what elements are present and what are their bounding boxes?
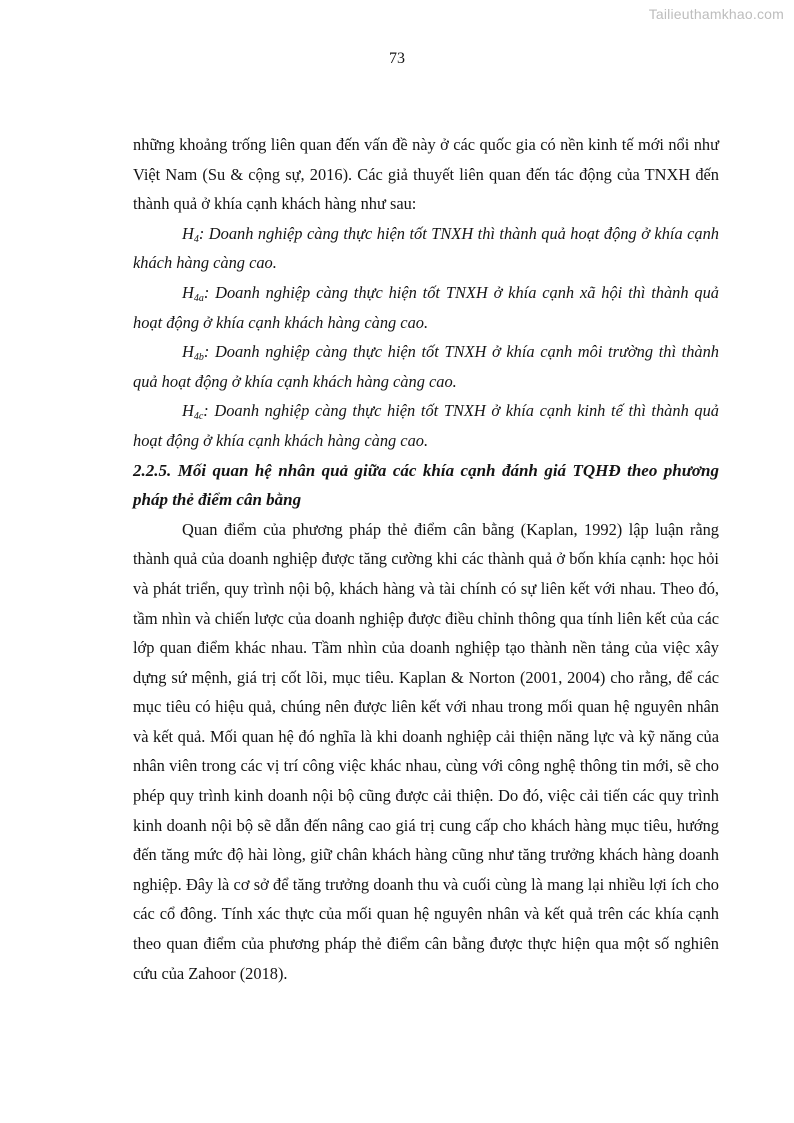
- hypothesis-subscript: 4b: [193, 352, 204, 364]
- hypothesis-text: : Doanh nghiệp càng thực hiện tốt TNXH ở khía cạnh kinh tế thì thành quả hoạt động ở khía cạnh khách hàng càng cao.: [133, 401, 719, 450]
- page-number: 73: [389, 50, 405, 67]
- hypothesis-text: : Doanh nghiệp càng thực hiện tốt TNXH ở khía cạnh xã hội thì thành quả hoạt động ở khía cạnh khách hàng càng cao.: [133, 282, 719, 332]
- hypothesis-h4: [133, 219, 719, 278]
- hypothesis-subscript: 4a: [193, 292, 204, 304]
- hypothesis-h4b: [133, 337, 719, 396]
- hypothesis-text: : Doanh nghiệp càng thực hiện tốt TNXH thì thành quả hoạt động ở khía cạnh khách hàng càng cao.: [133, 223, 719, 273]
- hypothesis-subscript: 4: [193, 233, 199, 245]
- hypothesis-label: H: [182, 282, 194, 302]
- body-paragraph: Quan điểm của phương pháp thẻ điểm cân bằng (Kaplan, 1992) lập luận rằng thành quả của doanh nghiệp được tăng cường khi các thành quả ở bốn khía cạnh: học hỏi và phát triển, quy trình nội bộ, khách hàng và tài chính có sự liên kết với nhau. Theo đó, tầm nhìn và chiến lược của doanh nghiệp được điều chỉnh thông qua tính liên kết của các lớp quan điểm khác nhau. Tầm nhìn của doanh nghiệp tạo thành nền tảng của việc xây dựng sứ mệnh, giá trị cốt lõi, mục tiêu. Kaplan & Norton (2001, 2004) cho rằng, để các mục tiêu có hiệu quả, chúng nên được liên kết với nhau trong mối quan hệ nguyên nhân và kết quả. Mối quan hệ đó nghĩa là khi doanh nghiệp cải thiện năng lực và kỹ năng của nhân viên trong các vị trí công việc khác nhau, cùng với công nghệ thông tin mới, sẽ cho phép quy trình kinh doanh nội bộ cũng được cải thiện. Do đó, việc cải tiến các quy trình kinh doanh nội bộ sẽ dẫn đến nâng cao giá trị cung cấp cho khách hàng mục tiêu, hướng đến tăng mức độ hài lòng, giữ chân khách hàng cũng như tăng trưởng khách hàng doanh nghiệp. Đây là cơ sở để tăng trưởng doanh thu và cuối cùng là mang lại nhiều lợi ích cho các cổ đông. Tính xác thực của mối quan hệ nguyên nhân và kết quả trên các khía cạnh theo quan điểm của phương pháp thẻ điểm cân bằng được thực hiện qua một số nghiên cứu của Zahoor (2018).: [133, 519, 719, 983]
- page-body: [133, 130, 719, 988]
- hypothesis-h4a: [133, 278, 719, 337]
- hypothesis-label: H: [182, 342, 194, 362]
- hypothesis-text: : Doanh nghiệp càng thực hiện tốt TNXH ở khía cạnh môi trường thì thành quả hoạt động ở khía cạnh khách hàng càng cao.: [133, 342, 719, 391]
- hypothesis-label: H: [182, 223, 194, 243]
- hypothesis-h4c: [133, 396, 719, 455]
- watermark-text: Tailieuthamkhao.com: [648, 6, 784, 22]
- section-heading: 2.2.5. Mối quan hệ nhân quả giữa các khía cạnh đánh giá TQHĐ theo phương pháp thẻ điểm cân bằng: [133, 460, 719, 510]
- intro-paragraph: những khoảng trống liên quan đến vấn đề này ở các quốc gia có nền kinh tế mới nổi như Việt Nam (Su & cộng sự, 2016). Các giả thuyết liên quan đến tác động của TNXH đến thành quả ở khía cạnh khách hàng như sau:: [133, 135, 719, 214]
- hypothesis-subscript: 4c: [193, 411, 204, 423]
- hypothesis-label: H: [182, 401, 194, 421]
